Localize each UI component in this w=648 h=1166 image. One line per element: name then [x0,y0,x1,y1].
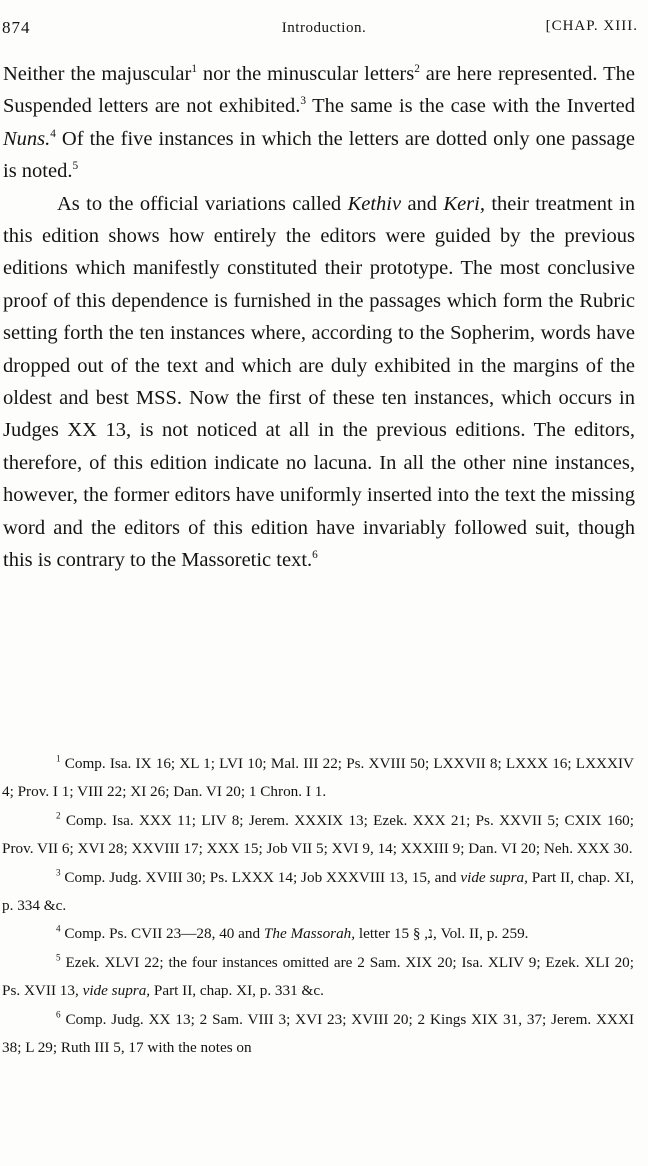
footnote-text: Part II, chap. XI, p. 334 &c. [2,868,634,915]
running-title: Introduction. [281,20,367,36]
footnote-ref: 4 [50,127,56,140]
chapter-label: [CHAP. XIII. [545,18,638,34]
footnote-text: Comp. Ps. CVII 23—28, 40 and [64,925,264,943]
footnote-ref: 3 [300,95,306,108]
footnote-ref: 6 [312,549,318,562]
italic-term: Kethiv [347,192,402,215]
footnote-5 [2,949,634,1006]
italic-term: The Massorah, [263,925,356,943]
text-run: Of the five instances in which the letters are dotted only one passage is noted. [3,127,635,183]
footnote-text: Comp. Isa. IX 16; XL 1; LVI 10; Mal. III 22; Ps. XVIII 50; LXXVII 8; LXXX 16; LXXXIV 4; Prov. I 1; VIII 22; XI 26; Dan. VI 20; 1 Chron. I 1. [2,755,635,801]
footnote-1 [2,750,634,807]
footnote-4 [2,920,634,948]
footnote-text: letter נ, § 15, Vol. II, p. 259. [355,925,529,943]
italic-term: Nuns. [3,127,51,150]
main-text [3,58,635,577]
footnotes [2,750,634,1062]
paragraph-2 [3,188,635,577]
footnote-text: Comp. Isa. XXX 11; LIV 8; Jerem. XXXIX 13; Ezek. XXX 21; Ps. XXVII 5; CXIX 160; Prov. VII 6; XVI 28; XXVIII 17; XXX 15; Job VII 5; XVI 9, 14; XXXIII 9; Dan. VI 20; Neh. XXX 30. [2,811,634,858]
footnote-text: Ezek. XLVI 22; the four instances omitted are 2 Sam. XIX 20; Isa. XLIV 9; Ezek. XLI 20; Ps. XVII 13, [2,953,635,1000]
footnote-6 [2,1006,634,1063]
text-run: and [401,192,444,215]
italic-term: vide supra, [460,868,528,886]
footnote-number: 1 [56,753,61,764]
running-header [0,16,648,46]
italic-term: Keri, [443,192,485,215]
footnote-text: Part II, chap. XI, p. 331 &c. [150,982,324,1000]
page-number: 874 [2,18,31,37]
text-run: are here represented. The Suspended letters are not exhibited. [3,63,635,118]
text-run: nor the minuscular letters [196,63,415,85]
footnote-number: 3 [56,867,61,878]
footnote-text: Comp. Judg. XVIII 30; Ps. LXXX 14; Job XXXVIII 13, 15, and [64,868,461,886]
footnote-number: 6 [56,1009,61,1020]
text-run: As to the official variations called [57,192,348,215]
paragraph-1 [3,58,635,188]
footnote-ref: 1 [191,63,197,76]
footnote-number: 4 [56,924,61,935]
footnote-text: Comp. Judg. XX 13; 2 Sam. VIII 3; XVI 23; XVIII 20; 2 Kings XIX 31, 37; Jerem. XXXI 38; L 29; Ruth III 5, 17 with the notes on [2,1010,635,1057]
footnote-2 [2,807,634,864]
footnote-number: 5 [56,952,61,963]
footnote-3 [2,864,634,921]
text-run: their treatment in this edition shows how entirely the editors were guided by the previous editions which manifestly constituted their prototype. The most conclusive proof of this dependence is furnished in the passages which form the Rubric setting forth the ten instances where, according to the Sopherim, words have dropped out of the text and which are duly exhibited in the margins of the oldest and best MSS. Now the first of these ten instances, which occurs in Judges XX 13, is not noticed at all in the previous editions. The editors, therefore, of this edition indicate no lacuna. In all the other nine instances, however, the former editors have uniformly inserted into the text the missing word and the editors of this edition have invariably followed suit, though this is contrary to the Massoretic text. [3,192,635,572]
footnote-number: 2 [56,810,61,821]
footnote-ref: 5 [72,160,79,173]
text-run: Neither the majuscular [3,63,192,85]
text-run: The same is the case with the Inverted [306,95,636,118]
italic-term: vide supra, [82,982,151,1000]
footnote-ref: 2 [414,63,420,76]
